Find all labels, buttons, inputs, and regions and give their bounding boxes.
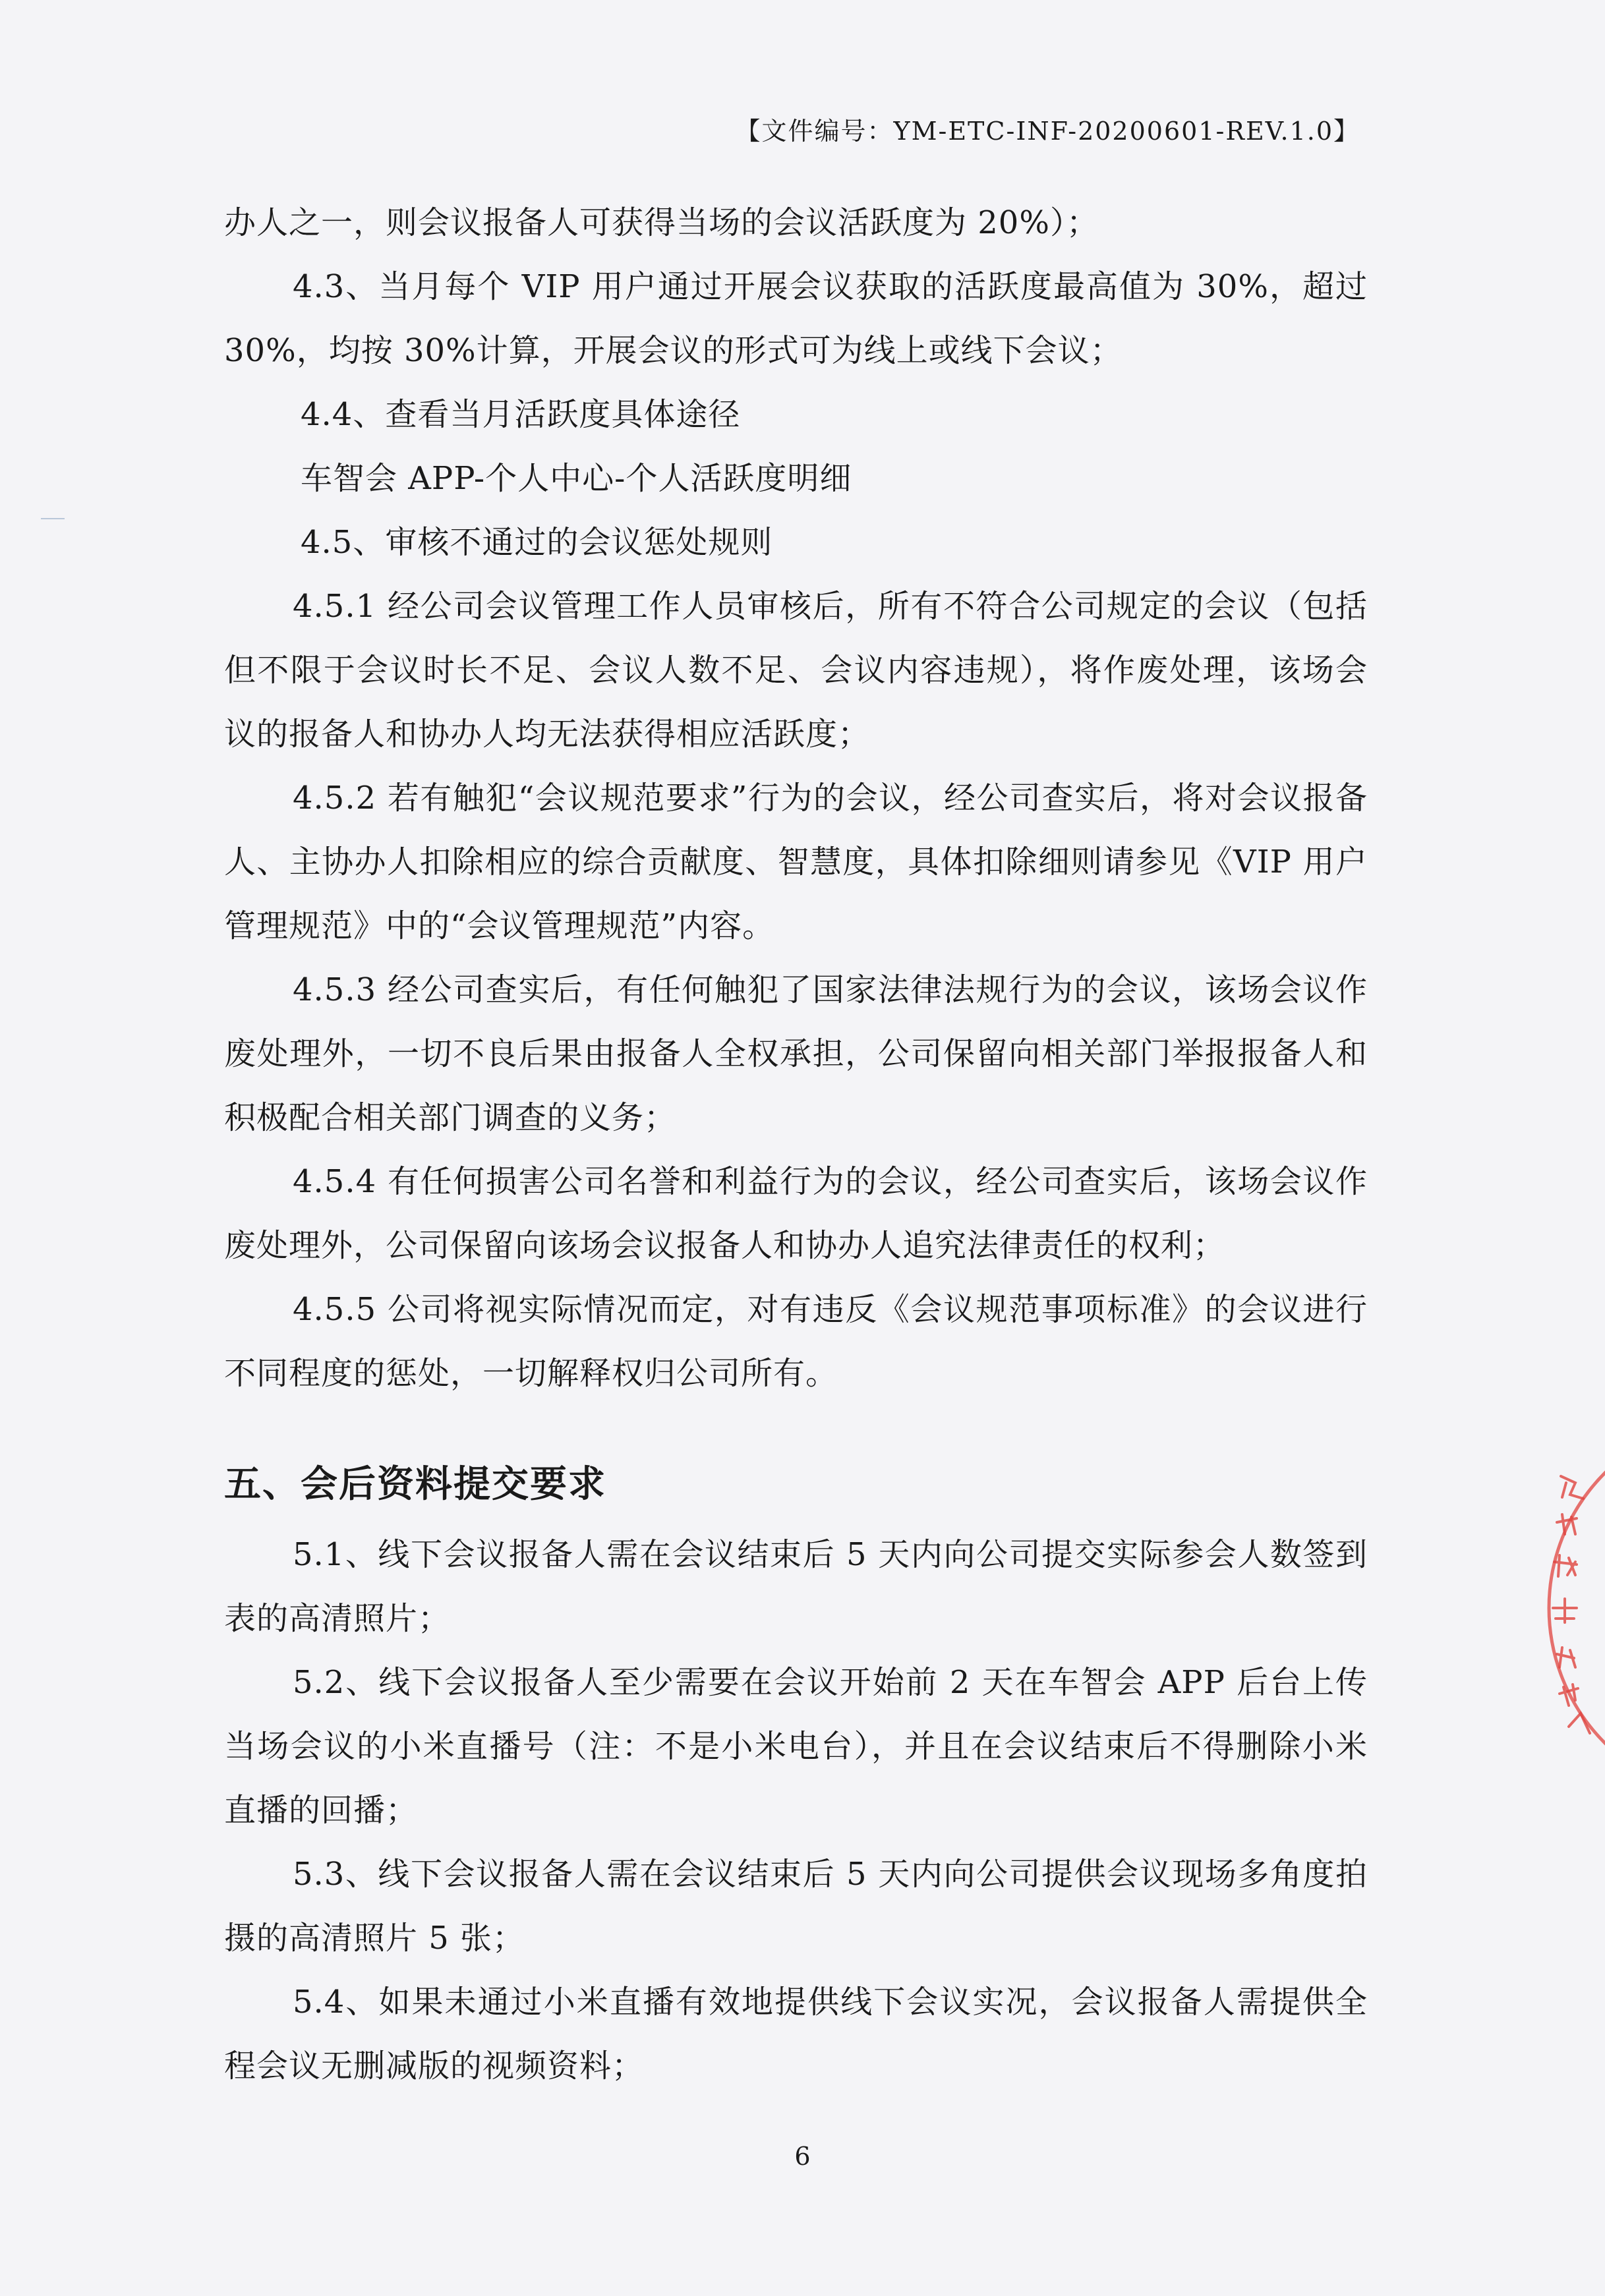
paragraph-4-5-5: 4.5.5 公司将视实际情况而定，对有违反《会议规范事项标准》的会议进行不同程度的惩处，一切解释权归公司所有。 [224, 1291, 1368, 1392]
paragraph-4-5-3: 4.5.3 经公司查实后，有任何触犯了国家法律法规行为的会议，该场会议作废处理外，一切不良后果由报备人全权承担，公司保留向相关部门举报报备人和积极配合相关部门调查的义务； [224, 971, 1368, 1136]
paragraph-4-5: 4.5、审核不通过的会议惩处规则 [301, 524, 773, 561]
paragraph-4-3: 4.3、当月每个 VIP 用户通过开展会议获取的活跃度最高值为 30%，超过 30%，均按 30%计算，开展会议的形式可为线上或线下会议； [224, 268, 1368, 369]
seal-stamp [1542, 1463, 1605, 1753]
paragraph-continuation: 办人之一，则会议报备人可获得当场的会议活跃度为 20%）； [224, 204, 1099, 241]
paragraph-4-5-1: 4.5.1 经公司会议管理工作人员审核后，所有不符合公司规定的会议（包括但不限于会议时长不足、会议人数不足、会议内容违规），将作废处理，该场会议的报备人和协办人均无法获得相应活跃度； [224, 588, 1368, 753]
document-number: 【文件编号：YM-ETC-INF-20200601-REV.1.0】 [735, 117, 1360, 146]
paragraph-5-4: 5.4、如果未通过小米直播有效地提供线下会议实况，会议报备人需提供全程会议无删减版的视频资料； [224, 1984, 1368, 2084]
seal-stamp-graphic [1542, 1463, 1605, 1753]
paragraph-4-5-4: 4.5.4 有任何损害公司名誉和利益行为的会议，经公司查实后，该场会议作废处理外，公司保留向该场会议报备人和协办人追究法律责任的权利； [224, 1163, 1368, 1264]
page-number: 6 [794, 2142, 811, 2171]
paragraph-5-1: 5.1、线下会议报备人需在会议结束后 5 天内向公司提交实际参会人数签到表的高清照片； [224, 1536, 1368, 1637]
paragraph-5-2: 5.2、线下会议报备人至少需要在会议开始前 2 天在车智会 APP 后台上传当场会议的小米直播号（注：不是小米电台），并且在会议结束后不得删除小米直播的回播； [224, 1664, 1368, 1829]
paragraph-4-4-path: 车智会 APP-个人中心-个人活跃度明细 [301, 460, 852, 497]
paragraph-4-4: 4.4、查看当月活跃度具体途径 [301, 396, 741, 433]
document-body [224, 191, 1368, 2098]
scan-margin-mark [41, 518, 65, 519]
paragraph-4-5-2: 4.5.2 若有触犯“会议规范要求”行为的会议，经公司查实后，将对会议报备人、主协办人扣除相应的综合贡献度、智慧度，具体扣除细则请参见《VIP 用户管理规范》中的“会议管理规范”内容。 [224, 780, 1368, 944]
paragraph-5-3: 5.3、线下会议报备人需在会议结束后 5 天内向公司提供会议现场多角度拍摄的高清照片 5 张； [224, 1856, 1368, 1957]
section-5-title: 五、会后资料提交要求 [224, 1463, 606, 1506]
